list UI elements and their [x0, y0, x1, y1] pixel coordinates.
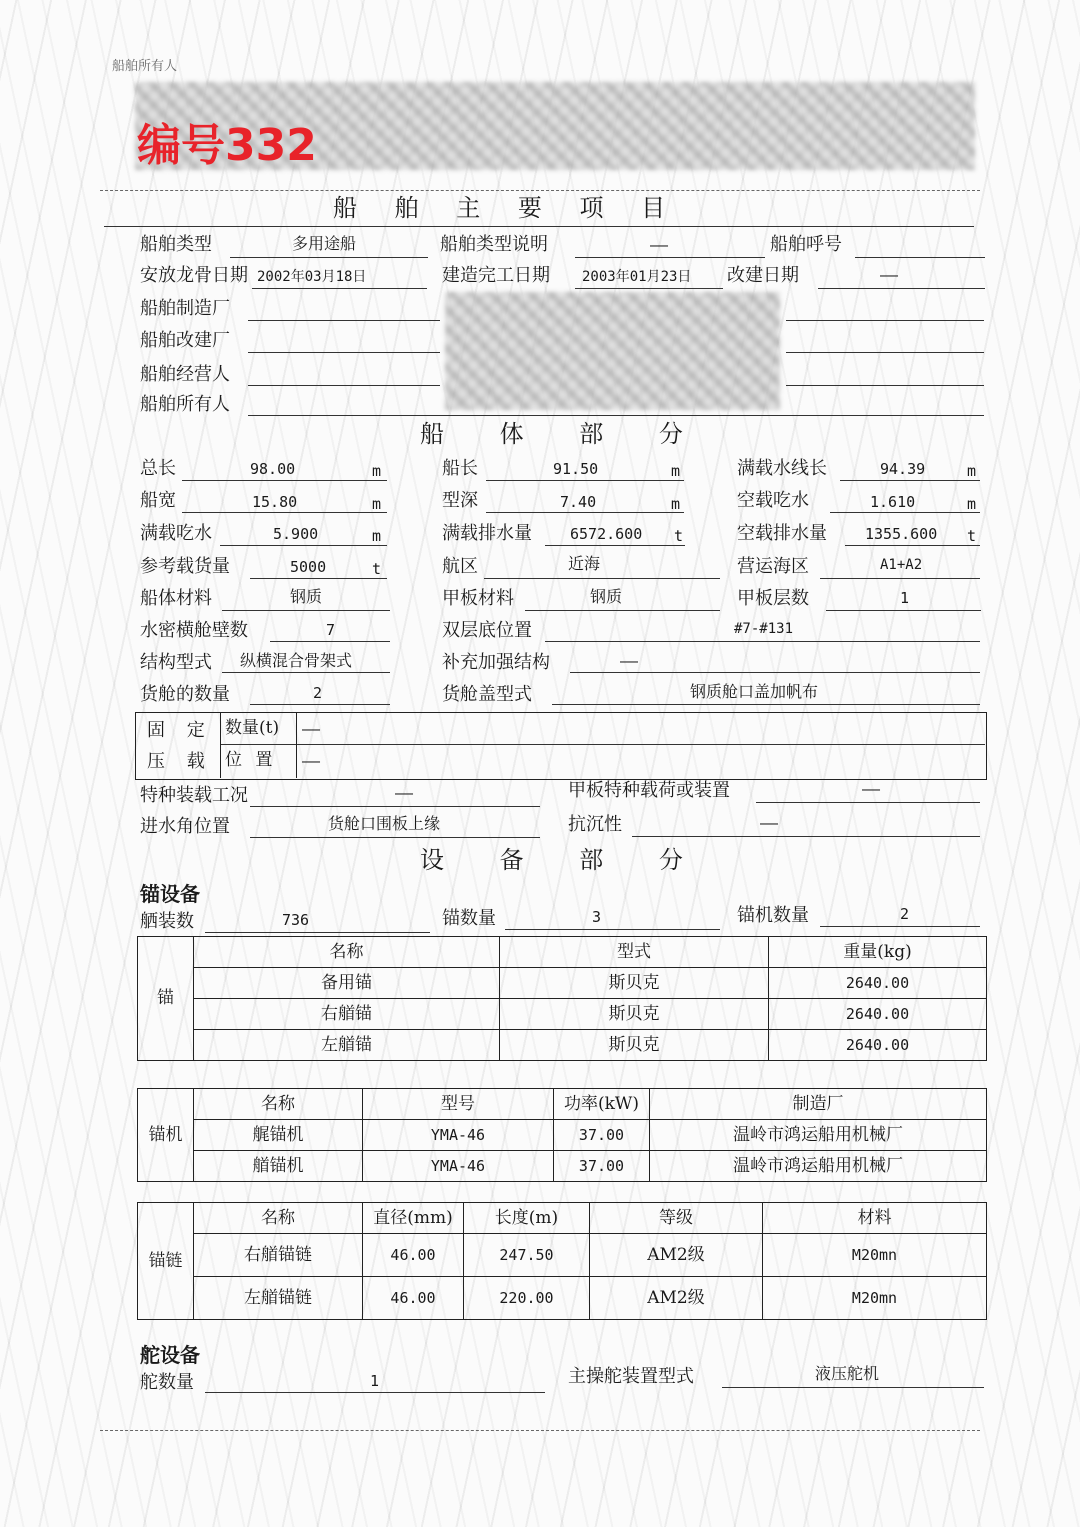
light-disp-value: 1355.600	[865, 525, 938, 543]
table-row	[138, 1030, 987, 1061]
ship-type-value: 多用途船	[292, 234, 357, 253]
stamp-number: 编号332	[137, 120, 317, 171]
ref-cargo-label: 参考载货量	[140, 556, 230, 577]
hull-mat-line	[222, 610, 390, 611]
anchors-header-name: 名称	[194, 937, 500, 968]
bulkhead-label: 水密横舱壁数	[140, 620, 248, 641]
windlass-header-power: 功率(kW)	[554, 1089, 650, 1120]
section-hull: 船 体 部 分	[420, 420, 683, 448]
double-bottom-line	[545, 641, 980, 642]
ship-type-line	[230, 257, 428, 258]
beam-line	[182, 512, 387, 513]
deck-layers-label: 甲板层数	[737, 588, 809, 609]
outfit-value: 736	[282, 911, 310, 929]
frame-label: 结构型式	[140, 652, 212, 673]
full-disp-label: 满载排水量	[442, 523, 532, 544]
windlass-maker: 温岭市鸿运船用机械厂	[650, 1120, 987, 1151]
op-area-line	[820, 578, 980, 579]
anchor-weight: 2640.00	[769, 999, 987, 1030]
reinforce-line	[570, 672, 980, 673]
anchor-weight: 2640.00	[769, 968, 987, 999]
special-load-value: ——	[395, 784, 414, 802]
table-row	[138, 1151, 987, 1182]
lbp-label: 船长	[442, 458, 478, 479]
holds-value: 2	[313, 684, 323, 702]
deck-special-label: 甲板特种载荷或装置	[568, 780, 730, 801]
chain-diameter: 46.00	[363, 1277, 464, 1320]
full-draft-line	[220, 545, 387, 546]
depth-value: 7.40	[560, 493, 597, 511]
section-equipment: 设 备 部 分	[420, 846, 683, 874]
redacted-ship-names	[445, 292, 780, 410]
hatch-label: 货舱盖型式	[442, 684, 532, 705]
steering-value: 液压舵机	[815, 1364, 880, 1383]
lbp-unit: m	[671, 462, 681, 480]
unsinkable-label: 抗沉性	[568, 814, 622, 835]
depth-unit: m	[671, 495, 681, 513]
light-disp-label: 空载排水量	[737, 523, 827, 544]
outfit-label: 舾装数	[140, 911, 194, 932]
depth-line	[486, 512, 684, 513]
loa-line	[182, 480, 387, 481]
reinforce-value: ——	[620, 652, 639, 670]
owner-line	[248, 415, 984, 416]
windlass-side-label: 锚机	[138, 1089, 194, 1182]
frame-value: 纵横混合骨架式	[240, 651, 353, 670]
lbp-line	[486, 480, 684, 481]
owner-label: 船舶所有人	[140, 394, 230, 415]
rebuild-date: ——	[880, 266, 899, 284]
table-row	[138, 1277, 987, 1320]
nav-area-line	[484, 578, 720, 579]
ballast-qty-value: ——	[302, 720, 321, 738]
light-draft-unit: m	[967, 495, 977, 513]
full-disp-value: 6572.600	[570, 525, 643, 543]
deck-special-value: ——	[862, 780, 881, 798]
anchor-name: 备用锚	[194, 968, 500, 999]
windlass-header-model: 型号	[363, 1089, 554, 1120]
windlass-count-label: 锚机数量	[737, 905, 809, 926]
chain-name: 左艏锚链	[194, 1277, 363, 1320]
special-load-label: 特种装载工况	[140, 785, 248, 806]
ship-type-desc-value: ——	[650, 236, 669, 254]
rudder-heading: 舵设备	[140, 1343, 200, 1367]
beam-value: 15.80	[252, 493, 298, 511]
frame-bottom	[100, 1430, 980, 1431]
light-draft-label: 空载吃水	[737, 490, 809, 511]
full-disp-unit: t	[674, 527, 684, 545]
ballast-divider-2	[296, 712, 297, 778]
operator-label: 船舶经营人	[140, 364, 230, 385]
full-draft-value: 5.900	[273, 525, 319, 543]
anchor-type: 斯贝克	[500, 968, 769, 999]
ship-type-desc-line	[575, 257, 765, 258]
deck-mat-label: 甲板材料	[442, 588, 514, 609]
anchor-count-value: 3	[592, 908, 602, 926]
anchor-heading: 锚设备	[140, 882, 200, 906]
bulkhead-line	[270, 641, 390, 642]
keel-label: 安放龙骨日期	[140, 265, 248, 286]
holds-label: 货舱的数量	[140, 684, 230, 705]
chain-material: M20mn	[763, 1277, 987, 1320]
chain-material: M20mn	[763, 1234, 987, 1277]
rebuilder-line	[248, 352, 440, 353]
ship-type-label: 船舶类型	[140, 234, 212, 255]
steering-line	[722, 1387, 984, 1388]
ballast-pos-label: 位 置	[225, 750, 273, 770]
deck-layers-value: 1	[900, 589, 910, 607]
anchors-table	[137, 936, 987, 1061]
ballast-pos-value: ——	[302, 752, 321, 770]
builder-label: 船舶制造厂	[140, 298, 230, 319]
frame-line	[222, 672, 390, 673]
windlass-model: YMA-46	[363, 1151, 554, 1182]
windlass-name: 艏锚机	[194, 1151, 363, 1182]
rebuild-label: 改建日期	[727, 265, 799, 286]
table-row	[138, 1120, 987, 1151]
table-row	[138, 999, 987, 1030]
rudder-count-value: 1	[370, 1372, 380, 1390]
depth-label: 型深	[442, 490, 478, 511]
anchors-header-weight: 重量(kg)	[769, 937, 987, 968]
chain-length: 247.50	[464, 1234, 590, 1277]
bulkhead-value: 7	[326, 621, 336, 639]
rebuilder-line-right	[786, 352, 984, 353]
table-row	[138, 968, 987, 999]
frame-top	[100, 190, 980, 191]
deck-special-line	[756, 802, 980, 803]
chain-length: 220.00	[464, 1277, 590, 1320]
rule-main	[104, 226, 974, 227]
unsinkable-line	[632, 836, 980, 837]
completion-line	[575, 288, 723, 289]
chain-grade: AM2级	[590, 1277, 763, 1320]
ballast-divider-1	[220, 712, 221, 778]
windlass-table	[137, 1088, 987, 1182]
beam-unit: m	[372, 495, 382, 513]
deck-layers-line	[826, 610, 981, 611]
steering-label: 主操舵装置型式	[568, 1366, 694, 1387]
keel-date: 2002年03月18日	[257, 269, 367, 285]
windlass-power: 37.00	[554, 1120, 650, 1151]
hatch-value: 钢质舱口盖加帆布	[690, 682, 819, 701]
ballast-label-2: 压 载	[147, 751, 205, 772]
windlass-header-maker: 制造厂	[650, 1089, 987, 1120]
beam-label: 船宽	[140, 490, 176, 511]
rebuilder-label: 船舶改建厂	[140, 330, 230, 351]
anchor-name: 左艏锚	[194, 1030, 500, 1061]
rudder-count-line	[205, 1392, 545, 1393]
chain-header-material: 材料	[763, 1203, 987, 1234]
light-disp-unit: t	[967, 527, 977, 545]
header-scribble: 船舶所有人	[112, 59, 178, 74]
chain-header-name: 名称	[194, 1203, 363, 1234]
full-draft-unit: m	[372, 527, 382, 545]
operator-line-right	[786, 385, 984, 386]
builder-line	[248, 320, 440, 321]
special-load-line	[250, 806, 540, 807]
windlass-name: 艉锚机	[194, 1120, 363, 1151]
ref-cargo-line	[250, 578, 387, 579]
double-bottom-label: 双层底位置	[442, 620, 532, 641]
ballast-label-1: 固 定	[147, 720, 205, 741]
lwl-value: 94.39	[880, 460, 926, 478]
chain-diameter: 46.00	[363, 1234, 464, 1277]
chain-header-grade: 等级	[590, 1203, 763, 1234]
full-draft-label: 满载吃水	[140, 523, 212, 544]
light-disp-line	[845, 545, 980, 546]
op-area-label: 营运海区	[737, 556, 809, 577]
table-row	[138, 1234, 987, 1277]
chain-side-label: 锚链	[138, 1203, 194, 1320]
call-sign-line	[855, 257, 985, 258]
anchor-type: 斯贝克	[500, 999, 769, 1030]
lwl-unit: m	[967, 462, 977, 480]
loa-label: 总长	[140, 458, 176, 479]
deck-mat-value: 钢质	[590, 587, 623, 606]
chain-name: 右艏锚链	[194, 1234, 363, 1277]
anchor-weight: 2640.00	[769, 1030, 987, 1061]
hull-mat-value: 钢质	[290, 587, 323, 606]
windlass-header-name: 名称	[194, 1089, 363, 1120]
windlass-count-value: 2	[900, 905, 910, 923]
nav-area-label: 航区	[442, 556, 478, 577]
anchors-side-label: 锚	[138, 937, 194, 1061]
operator-line	[248, 385, 440, 386]
flood-value: 货舱口围板上缘	[328, 814, 441, 833]
windlass-power: 37.00	[554, 1151, 650, 1182]
call-sign-label: 船舶呼号	[770, 234, 842, 255]
builder-line-right	[786, 320, 984, 321]
double-bottom-value: #7-#131	[734, 621, 794, 637]
anchor-count-line	[505, 929, 720, 930]
unsinkable-value: ——	[760, 814, 779, 832]
rebuild-line	[818, 288, 985, 289]
windlass-model: YMA-46	[363, 1120, 554, 1151]
reinforce-label: 补充加强结构	[442, 652, 550, 673]
rudder-count-label: 舵数量	[140, 1372, 194, 1393]
lbp-value: 91.50	[553, 460, 599, 478]
anchor-type: 斯贝克	[500, 1030, 769, 1061]
flood-line	[250, 837, 540, 838]
outfit-line	[205, 932, 430, 933]
lwl-label: 满载水线长	[737, 458, 827, 479]
full-disp-line	[545, 545, 685, 546]
chain-table	[137, 1202, 987, 1320]
windlass-count-line	[820, 926, 980, 927]
chain-header-length: 长度(m)	[464, 1203, 590, 1234]
completion-label: 建造完工日期	[442, 265, 550, 286]
windlass-maker: 温岭市鸿运船用机械厂	[650, 1151, 987, 1182]
ref-cargo-value: 5000	[290, 558, 327, 576]
loa-unit: m	[372, 462, 382, 480]
loa-value: 98.00	[250, 460, 296, 478]
ref-cargo-unit: t	[372, 560, 382, 578]
section-main-items: 船 舶 主 要 项 目	[333, 194, 666, 222]
ballast-qty-label: 数量(t)	[225, 718, 280, 738]
ballast-mid	[220, 744, 985, 745]
completion-date: 2003年01月23日	[582, 269, 692, 285]
anchors-header-type: 型式	[500, 937, 769, 968]
chain-header-diameter: 直径(mm)	[363, 1203, 464, 1234]
anchor-name: 右艏锚	[194, 999, 500, 1030]
flood-label: 进水角位置	[140, 816, 230, 837]
deck-mat-line	[525, 610, 720, 611]
light-draft-value: 1.610	[870, 493, 916, 511]
lwl-line	[840, 480, 980, 481]
op-area-value: A1+A2	[880, 557, 923, 573]
holds-line	[250, 704, 390, 705]
light-draft-line	[830, 512, 980, 513]
anchor-count-label: 锚数量	[442, 908, 496, 929]
ship-type-desc-label: 船舶类型说明	[440, 234, 548, 255]
hatch-line	[552, 704, 980, 705]
chain-grade: AM2级	[590, 1234, 763, 1277]
keel-line	[252, 288, 427, 289]
hull-mat-label: 船体材料	[140, 588, 212, 609]
nav-area-value: 近海	[568, 554, 601, 573]
